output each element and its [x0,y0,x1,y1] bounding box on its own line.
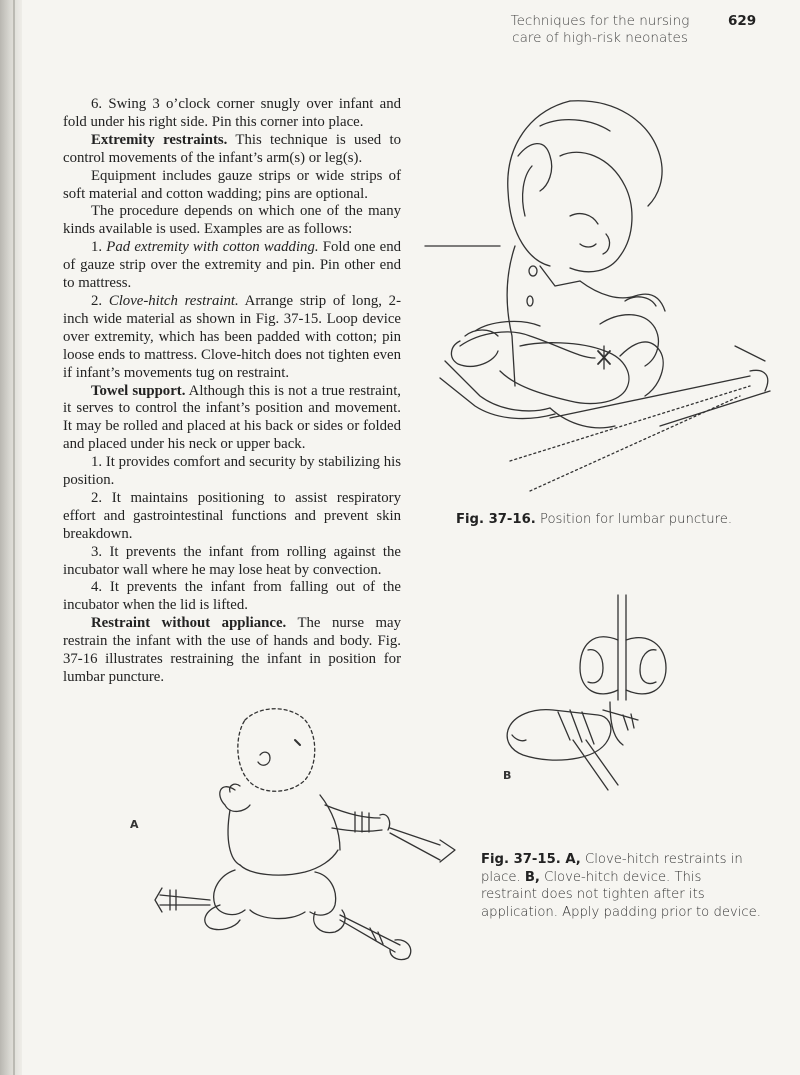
fig-37-16-illustration [420,96,790,496]
paragraph-text: Although this is not a true restraint, it serves to control the infant’s position and movement. It may be rolled and placed at his back or sides or folded and placed under his neck or upper back. [63,382,401,453]
body-text-column [63,96,401,687]
list-item [63,293,401,383]
caption-part-a: A, [560,852,581,867]
list-item [63,239,401,293]
book-spine-shadow [0,0,22,1075]
paragraph: 6. Swing 3 o’clock corner snugly over infant and fold under his right side. Pin this corner into place. [63,96,401,130]
spine-gutter-line [13,0,15,1075]
caption-label: Fig. 37-15. [481,852,561,867]
paragraph [63,615,401,687]
paragraph: The procedure depends on which one of the many kinds available is used. Examples are as follows: [63,203,401,238]
list-number: 1. [91,239,107,256]
page-number: 629 [728,13,757,29]
caption-text: Clove-hitch restraints in place. [481,852,743,885]
list-item: 2. It maintains positioning to assist respiratory effort and gastrointestinal functions and prevent skin breakdown. [63,489,401,542]
paragraph-text: The nurse may restrain the infant with the use of hands and body. Fig. 37-16 illustrates restraining the infant in position for lumbar puncture. [63,615,401,685]
caption-part-b: B, [524,869,540,885]
fig-37-15a-illustration [140,700,470,965]
caption-label: Fig. 37-16. [456,512,536,527]
running-head [480,13,720,47]
list-item: 1. It provides comfort and security by stabilizing his position. [63,454,401,489]
list-number: 2. [91,292,109,309]
list-item: 4. It prevents the infant from falling out of the incubator when the lid is lifted. [63,579,401,614]
paragraph-text: This technique is used to control movements of the infant’s arm(s) or leg(s). [63,131,401,166]
paragraph: Equipment includes gauze strips or wide strips of soft material and cotton wadding; pins are optional. [63,167,401,202]
figure-label-a: A [130,818,139,831]
list-item: 3. It prevents the infant from rolling against the incubator wall where he may lose heat by convection. [63,543,401,578]
caption-text: Position for lumbar puncture. [535,512,733,527]
figure-caption-37-15 [481,851,761,921]
list-text: Arrange strip of long, 2-inch wide material as shown in Fig. 37-15. Loop device over extremity, which has been padded with cotton; pin loose ends to mattress. Clove-hitch does not tighten even if infant’s movements tug on restraint. [63,292,401,381]
paragraph [63,132,401,168]
figure-caption-37-16 [456,511,756,529]
caption-text: Clove-hitch device. This restraint does not tighten after its application. Apply padding prior to device. [481,869,761,920]
running-head-line-2: care of high-risk neonates [512,30,688,46]
section-heading: Towel support. [91,382,186,399]
italic-term: Clove-hitch restraint. [108,292,239,309]
running-head-line-1: Techniques for the nursing [510,13,690,29]
fig-37-15b-illustration [498,590,678,820]
section-heading: Extremity restraints. [91,131,228,148]
section-heading: Restraint without appliance. [91,615,287,632]
figure-label-b: B [503,769,512,782]
italic-term: Pad extremity with cotton wadding. [106,239,319,256]
list-text: Fold one end of gauze strip over the extremity and pin. Pin other end to mattress. [63,239,402,292]
paragraph [63,383,401,455]
